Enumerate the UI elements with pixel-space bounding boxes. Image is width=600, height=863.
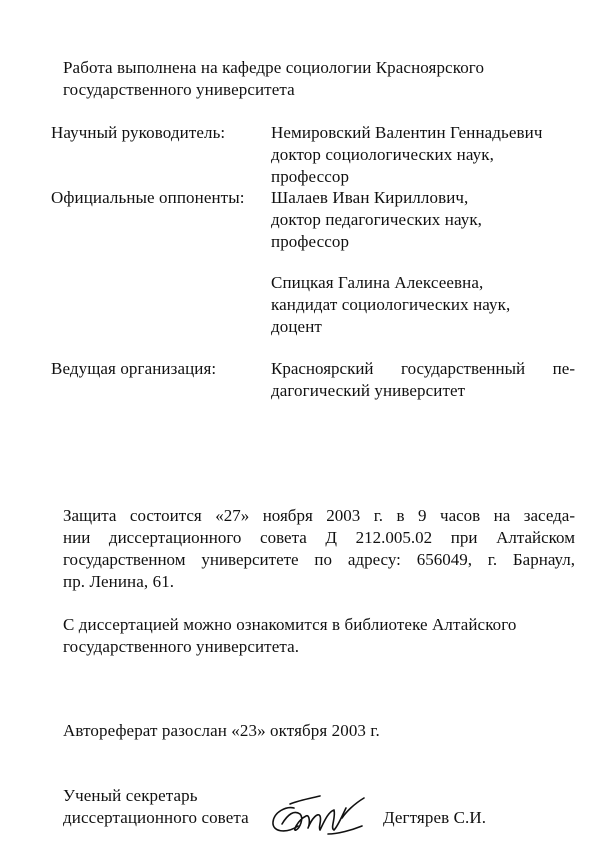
intro-line-1: Работа выполнена на кафедре социологии Красноярского — [63, 58, 485, 77]
supervisor-degree: доктор социологических наук, — [271, 145, 494, 164]
defense-line-4: пр. Ленина, 61. — [63, 572, 175, 591]
opponent-1-title: профессор — [271, 232, 350, 251]
opponent-1-name: Шалаев Иван Кириллович, — [271, 188, 469, 207]
library-line-2: государственного университета. — [63, 637, 300, 656]
defense-line-3: государственном университете по адресу: 656049, г. Барнаул, — [63, 550, 575, 569]
supervisor-label: Научный руководитель: — [51, 123, 226, 142]
secretary-line-2: диссертационного совета — [63, 808, 249, 827]
leading-org-label: Ведущая организация: — [51, 359, 217, 378]
opponent-2-degree: кандидат социологических наук, — [271, 295, 511, 314]
library-line-1: С диссертацией можно ознакомится в библиотеке Алтайского — [63, 615, 517, 634]
opponent-2-title: доцент — [271, 317, 322, 336]
mailing-date: Автореферат разослан «23» октября 2003 г. — [63, 721, 380, 740]
supervisor-title: профессор — [271, 167, 350, 186]
defense-line-1: Защита состоится «27» ноября 2003 г. в 9 часов на заседа- — [63, 506, 575, 525]
opponents-label: Официальные оппоненты: — [51, 188, 245, 207]
intro-line-2: государственного университета — [63, 80, 295, 99]
defense-line-2: нии диссертационного совета Д 212.005.02 при Алтайском — [63, 528, 575, 547]
opponent-2-name: Спицкая Галина Алексеевна, — [271, 273, 484, 292]
secretary-line-1: Ученый секретарь — [63, 786, 198, 805]
opponent-1-degree: доктор педагогических наук, — [271, 210, 483, 229]
leading-org-line-2: дагогический университет — [271, 381, 466, 400]
supervisor-name: Немировский Валентин Геннадьевич — [271, 123, 543, 142]
leading-org-line-1: Красноярский государственный пе- — [271, 359, 575, 378]
secretary-name: Дегтярев С.И. — [383, 808, 487, 827]
handwritten-signature — [268, 790, 380, 842]
